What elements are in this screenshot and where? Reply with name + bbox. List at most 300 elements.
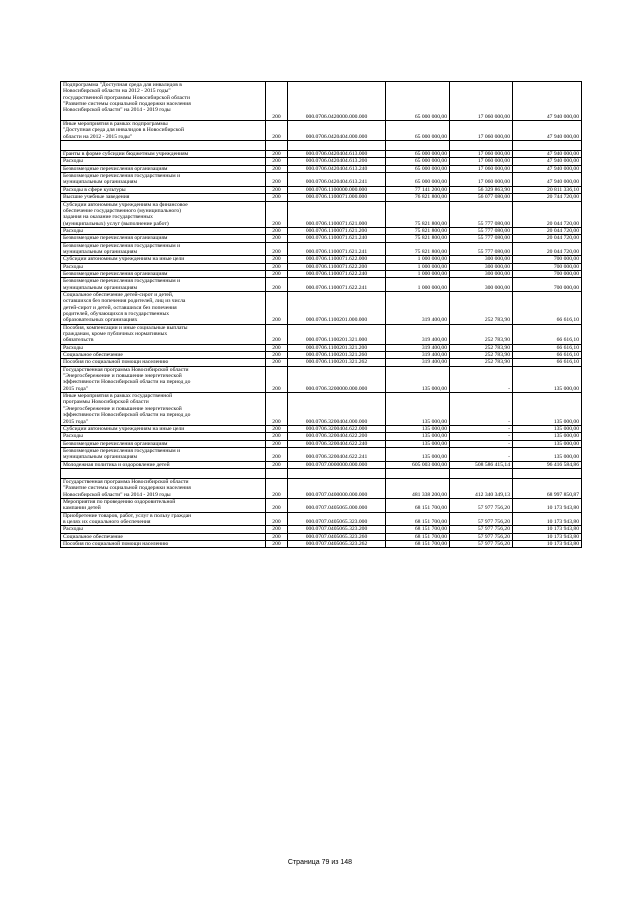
row-name-line: Молодежная политика и оздоровление детей	[63, 461, 170, 468]
row-name-cell	[61, 82, 266, 121]
row-name-cell	[61, 186, 266, 193]
row-name-cell	[61, 440, 266, 447]
grbs-cell: 200	[266, 478, 288, 498]
executed-amount-cell: 55 777 080,00	[450, 242, 513, 256]
row-name-cell	[61, 256, 266, 263]
remaining-amount-cell: 68 997 850,87	[513, 478, 582, 498]
budget-code-cell: 000.0706.0420404.613.200	[288, 158, 386, 165]
row-name-line: Расходы	[63, 433, 83, 440]
approved-amount-cell: 135 000,00	[386, 440, 450, 447]
table-row	[61, 158, 582, 165]
executed-amount-cell: 57 977 756,20	[450, 533, 513, 540]
table-row	[61, 461, 582, 468]
row-name-line: Новосибирской области" на 2014 - 2019 годы	[63, 107, 171, 114]
row-name-cell	[61, 359, 266, 366]
budget-code-cell: 000.0706.1100071.621.000	[288, 201, 386, 227]
remaining-amount-cell: 20 744 720,00	[513, 194, 582, 201]
spacer-cell	[513, 468, 582, 478]
grbs-cell: 200	[266, 151, 288, 158]
row-name-line: Расходы	[63, 263, 83, 270]
table-row	[61, 186, 582, 193]
budget-code-cell: 000.0706.1100201.321.260	[288, 352, 386, 359]
grbs-cell: 200	[266, 121, 288, 141]
remaining-amount-cell: 10 173 943,80	[513, 533, 582, 540]
executed-amount-cell: 300 000,00	[450, 256, 513, 263]
row-name-cell	[61, 447, 266, 461]
budget-code-cell: 000.0707.0405065.323.200	[288, 526, 386, 533]
row-name-line: Субсидии автономным учреждениям на иные цели	[63, 256, 185, 263]
executed-amount-cell: 56 077 080,00	[450, 194, 513, 201]
row-name-cell	[61, 165, 266, 172]
grbs-cell: 200	[266, 173, 288, 187]
row-name-line: Пособия по социальной помощи населению	[63, 359, 169, 366]
remaining-amount-cell: 47 940 000,00	[513, 121, 582, 141]
budget-code-cell: 000.0707.0405065.323.260	[288, 533, 386, 540]
budget-code-cell: 000.0706.1100201.321.200	[288, 344, 386, 351]
table-row	[61, 235, 582, 242]
executed-amount-cell: -	[450, 393, 513, 426]
approved-amount-cell: 481 338 200,00	[386, 478, 450, 498]
grbs-cell: 200	[266, 278, 288, 292]
grbs-cell: 200	[266, 186, 288, 193]
row-name-line: "Энергосбережение и повышение энергетической	[63, 373, 182, 380]
table-row	[61, 263, 582, 270]
table-row	[61, 433, 582, 440]
row-name-line: Социальное обеспечение	[63, 352, 123, 359]
grbs-cell: 200	[266, 541, 288, 548]
approved-amount-cell: 68 151 700,00	[386, 498, 450, 512]
remaining-amount-cell: 96 416 584,86	[513, 461, 582, 468]
remaining-amount-cell: 20 044 720,00	[513, 227, 582, 234]
row-name-line: "Энергосбережение и повышение энергетической	[63, 405, 182, 412]
table-row	[61, 82, 582, 121]
row-name-cell	[61, 344, 266, 351]
budget-code-cell: 000.0706.0420404.613.241	[288, 173, 386, 187]
budget-code-cell: 000.0706.0420404.613.240	[288, 165, 386, 172]
row-name-cell	[61, 194, 266, 201]
row-name-line: Гранты в форме субсидии бюджетным учреждениям	[63, 151, 189, 158]
grbs-cell: 200	[266, 242, 288, 256]
table-row	[61, 291, 582, 324]
approved-amount-cell: 319 400,00	[386, 359, 450, 366]
executed-amount-cell: 17 060 000,00	[450, 82, 513, 121]
remaining-amount-cell: 10 173 943,80	[513, 498, 582, 512]
grbs-cell: 200	[266, 461, 288, 468]
remaining-amount-cell: 135 000,00	[513, 447, 582, 461]
row-name-cell	[61, 263, 266, 270]
executed-amount-cell: -	[450, 447, 513, 461]
budget-code-cell: 000.0706.1100071.622.240	[288, 270, 386, 277]
remaining-amount-cell: 135 000,00	[513, 393, 582, 426]
row-name-line: Расходы	[63, 227, 83, 234]
budget-code-cell: 000.0706.1100071.621.240	[288, 235, 386, 242]
table-row	[61, 278, 582, 292]
approved-amount-cell: 1 000 000,00	[386, 263, 450, 270]
remaining-amount-cell: 10 173 943,80	[513, 526, 582, 533]
table-row	[61, 194, 582, 201]
row-name-line: Новосибирской области на 2012 - 2015 годы"	[63, 88, 171, 95]
row-name-line: программы Новосибирской области	[63, 399, 149, 406]
executed-amount-cell: 252 783,90	[450, 352, 513, 359]
table-row	[61, 425, 582, 432]
grbs-cell: 200	[266, 512, 288, 526]
row-name-line: муниципальным организациям	[63, 454, 138, 461]
remaining-amount-cell: 47 940 000,00	[513, 158, 582, 165]
row-name-line: Безвозмездные перечисления государственным и	[63, 242, 181, 249]
approved-amount-cell: 68 151 700,00	[386, 533, 450, 540]
executed-amount-cell: 252 783,90	[450, 344, 513, 351]
row-name-cell	[61, 533, 266, 540]
table-row	[61, 512, 582, 526]
approved-amount-cell: 75 821 800,00	[386, 242, 450, 256]
table-row	[61, 344, 582, 351]
approved-amount-cell: 77 141 200,00	[386, 186, 450, 193]
remaining-amount-cell: 135 000,00	[513, 366, 582, 392]
row-name-cell	[61, 393, 266, 426]
grbs-cell: 200	[266, 194, 288, 201]
remaining-amount-cell: 66 616,10	[513, 291, 582, 324]
row-name-line: Социальное обеспечение детей-сирот и детей,	[63, 291, 174, 298]
row-name-line: Подпрограмма "Доступная среда для инвалидов в	[63, 82, 182, 88]
row-name-line: эффективности Новосибирской области на период до	[63, 412, 191, 419]
row-name-line: Приобретение товаров, работ, услуг в пользу граждан	[63, 512, 192, 519]
remaining-amount-cell: 700 000,00	[513, 278, 582, 292]
table-row	[61, 242, 582, 256]
spacer-cell	[386, 468, 450, 478]
spacer-cell	[61, 141, 266, 151]
budget-code-cell: 000.0706.3200404.622.000	[288, 425, 386, 432]
remaining-amount-cell: 47 940 000,00	[513, 165, 582, 172]
budget-code-cell: 000.0706.1100071.622.000	[288, 256, 386, 263]
spacer-cell	[288, 141, 386, 151]
approved-amount-cell: 68 151 700,00	[386, 512, 450, 526]
budget-code-cell: 000.0706.3200404.622.240	[288, 440, 386, 447]
spacer-cell	[513, 141, 582, 151]
row-name-line: Расходы в сфере культуры	[63, 186, 126, 193]
budget-table	[60, 81, 582, 548]
budget-code-cell: 000.0706.1100201.000.000	[288, 291, 386, 324]
remaining-amount-cell: 10 173 943,80	[513, 541, 582, 548]
approved-amount-cell: 1 000 000,00	[386, 256, 450, 263]
table-row	[61, 227, 582, 234]
table-row	[61, 541, 582, 548]
budget-code-cell: 000.0706.1100071.622.241	[288, 278, 386, 292]
remaining-amount-cell: 66 616,10	[513, 324, 582, 344]
budget-code-cell: 000.0707.0405065.323.262	[288, 541, 386, 548]
budget-table-body	[61, 82, 582, 548]
remaining-amount-cell: 700 000,00	[513, 270, 582, 277]
row-name-line: Безвозмездные перечисления государственным и	[63, 173, 181, 180]
row-name-line: "Развитие системы социальной поддержки населения	[63, 101, 191, 108]
spacer-row	[61, 468, 582, 478]
remaining-amount-cell: 20 811 336,10	[513, 186, 582, 193]
grbs-cell: 200	[266, 352, 288, 359]
executed-amount-cell: 57 977 756,20	[450, 541, 513, 548]
approved-amount-cell: 65 000 000,00	[386, 158, 450, 165]
remaining-amount-cell: 47 940 000,00	[513, 151, 582, 158]
budget-code-cell: 000.0707.0405065.323.000	[288, 512, 386, 526]
remaining-amount-cell: 66 616,10	[513, 344, 582, 351]
approved-amount-cell: 319 400,00	[386, 291, 450, 324]
row-name-cell	[61, 478, 266, 498]
table-row	[61, 270, 582, 277]
row-name-line: Безвозмездные перечисления организациям	[63, 440, 168, 447]
row-name-line: обязательств	[63, 337, 94, 344]
table-row	[61, 121, 582, 141]
budget-code-cell: 000.0707.0405065.000.000	[288, 498, 386, 512]
grbs-cell: 200	[266, 263, 288, 270]
grbs-cell: 200	[266, 498, 288, 512]
row-name-line: Новосибирской области" на 2014 - 2019 годы	[63, 491, 171, 498]
remaining-amount-cell: 700 000,00	[513, 263, 582, 270]
budget-code-cell: 000.0706.0420000.000.000	[288, 82, 386, 121]
row-name-line: в целях их социального обеспечения	[63, 518, 151, 525]
budget-code-cell: 000.0706.1100201.321.262	[288, 359, 386, 366]
page-number: Страница 79 из 148	[287, 859, 353, 866]
budget-code-cell: 000.0706.1100201.321.000	[288, 324, 386, 344]
budget-code-cell: 000.0706.3200000.000.000	[288, 366, 386, 392]
table-row	[61, 352, 582, 359]
approved-amount-cell: 68 151 700,00	[386, 526, 450, 533]
approved-amount-cell: 75 821 800,00	[386, 235, 450, 242]
approved-amount-cell: 135 000,00	[386, 425, 450, 432]
budget-code-cell: 000.0706.3200404.622.200	[288, 433, 386, 440]
grbs-cell: 200	[266, 324, 288, 344]
spacer-cell	[288, 468, 386, 478]
approved-amount-cell: 319 400,00	[386, 324, 450, 344]
row-name-line: Пособия, компенсации и иные социальные выплаты	[63, 324, 188, 331]
row-name-cell	[61, 270, 266, 277]
row-name-cell	[61, 278, 266, 292]
row-name-line: Социальное обеспечение	[63, 533, 123, 540]
executed-amount-cell: 508 586 415,14	[450, 461, 513, 468]
row-name-cell	[61, 121, 266, 141]
budget-code-cell: 000.0706.3200404.000.000	[288, 393, 386, 426]
row-name-line: детей-сирот и детей, оставшихся без попечения	[63, 304, 177, 311]
row-name-line: Мероприятия по проведению оздоровительной	[63, 498, 176, 505]
table-row	[61, 498, 582, 512]
spacer-cell	[61, 468, 266, 478]
row-name-line: кампании детей	[63, 505, 101, 512]
table-row	[61, 393, 582, 426]
remaining-amount-cell: 135 000,00	[513, 425, 582, 432]
grbs-cell: 200	[266, 425, 288, 432]
approved-amount-cell: 75 821 800,00	[386, 201, 450, 227]
approved-amount-cell: 68 151 700,00	[386, 541, 450, 548]
grbs-cell: 200	[266, 393, 288, 426]
table-row	[61, 533, 582, 540]
budget-code-cell: 000.0706.1100071.621.200	[288, 227, 386, 234]
row-name-line: "Развитие системы социальной поддержки населения	[63, 485, 191, 492]
row-name-cell	[61, 242, 266, 256]
executed-amount-cell: 300 000,00	[450, 278, 513, 292]
approved-amount-cell: 319 400,00	[386, 352, 450, 359]
executed-amount-cell: 300 000,00	[450, 270, 513, 277]
row-name-cell	[61, 324, 266, 344]
row-name-line: Безвозмездные перечисления государственным и	[63, 447, 181, 454]
row-name-line: эффективности Новосибирской области на период до	[63, 379, 191, 386]
row-name-line	[63, 114, 263, 120]
approved-amount-cell: 65 000 000,00	[386, 165, 450, 172]
row-name-line: муниципальным организациям	[63, 179, 138, 186]
row-name-line: Государственная программа Новосибирской области	[63, 366, 189, 373]
row-name-line: муниципальным организациям	[63, 284, 138, 291]
row-name-cell	[61, 151, 266, 158]
executed-amount-cell: 55 777 080,00	[450, 235, 513, 242]
spacer-cell	[386, 141, 450, 151]
grbs-cell: 200	[266, 440, 288, 447]
budget-code-cell: 000.0707.0000000.000.000	[288, 461, 386, 468]
executed-amount-cell: -	[450, 366, 513, 392]
grbs-cell: 200	[266, 158, 288, 165]
spacer-cell	[266, 141, 288, 151]
grbs-cell: 200	[266, 165, 288, 172]
grbs-cell: 200	[266, 291, 288, 324]
executed-amount-cell: 252 783,90	[450, 324, 513, 344]
row-name-line: Пособия по социальной помощи населению	[63, 541, 169, 547]
remaining-amount-cell: 135 000,00	[513, 440, 582, 447]
executed-amount-cell: 56 329 863,90	[450, 186, 513, 193]
row-name-line: оставшихся без попечения родителей, лиц из числа	[63, 298, 186, 305]
approved-amount-cell: 135 000,00	[386, 393, 450, 426]
row-name-line: государственной программы Новосибирской области	[63, 94, 190, 101]
grbs-cell: 200	[266, 201, 288, 227]
row-name-cell	[61, 425, 266, 432]
budget-code-cell: 000.0706.1100071.000.000	[288, 194, 386, 201]
row-name-line: задания на оказание государственных	[63, 214, 153, 221]
remaining-amount-cell: 66 616,10	[513, 359, 582, 366]
approved-amount-cell: 65 000 000,00	[386, 173, 450, 187]
row-name-cell	[61, 433, 266, 440]
executed-amount-cell: 57 977 756,20	[450, 498, 513, 512]
row-name-line: Расходы	[63, 526, 83, 533]
row-name-line: Безвозмездные перечисления организациям	[63, 235, 168, 242]
approved-amount-cell: 76 821 800,00	[386, 194, 450, 201]
executed-amount-cell: 57 977 756,20	[450, 512, 513, 526]
approved-amount-cell: 135 000,00	[386, 447, 450, 461]
row-name-line: Расходы	[63, 344, 83, 351]
row-name-cell	[61, 366, 266, 392]
remaining-amount-cell: 20 044 720,00	[513, 201, 582, 227]
table-row	[61, 440, 582, 447]
grbs-cell: 200	[266, 256, 288, 263]
approved-amount-cell: 135 000,00	[386, 366, 450, 392]
executed-amount-cell: 17 060 000,00	[450, 151, 513, 158]
budget-code-cell: 000.0706.3200404.622.241	[288, 447, 386, 461]
grbs-cell: 200	[266, 227, 288, 234]
executed-amount-cell: -	[450, 433, 513, 440]
row-name-line: Иные мероприятия в рамках подпрограммы	[63, 121, 168, 128]
grbs-cell: 200	[266, 447, 288, 461]
executed-amount-cell: -	[450, 425, 513, 432]
row-name-line: Безвозмездные перечисления государственным и	[63, 278, 181, 285]
row-name-line: Безвозмездные перечисления организациям	[63, 165, 168, 172]
row-name-cell	[61, 352, 266, 359]
approved-amount-cell: 135 000,00	[386, 433, 450, 440]
row-name-cell	[61, 512, 266, 526]
budget-code-cell: 000.0707.0400000.000.000	[288, 478, 386, 498]
grbs-cell: 200	[266, 526, 288, 533]
executed-amount-cell: 252 783,90	[450, 291, 513, 324]
table-row	[61, 447, 582, 461]
row-name-line: 2015 года"	[63, 385, 88, 392]
remaining-amount-cell: 20 044 720,00	[513, 242, 582, 256]
grbs-cell: 200	[266, 366, 288, 392]
executed-amount-cell: 55 777 080,00	[450, 201, 513, 227]
executed-amount-cell: -	[450, 440, 513, 447]
table-row	[61, 256, 582, 263]
approved-amount-cell: 1 000 000,00	[386, 278, 450, 292]
budget-code-cell: 000.0706.0420404.613.000	[288, 151, 386, 158]
executed-amount-cell: 57 977 756,20	[450, 526, 513, 533]
row-name-line: Расходы	[63, 158, 83, 165]
executed-amount-cell: 17 060 000,00	[450, 121, 513, 141]
spacer-cell	[450, 468, 513, 478]
row-name-cell	[61, 541, 266, 548]
remaining-amount-cell: 20 044 720,00	[513, 235, 582, 242]
remaining-amount-cell: 47 940 000,00	[513, 82, 582, 121]
table-row	[61, 478, 582, 498]
budget-code-cell: 000.0706.1100071.622.200	[288, 263, 386, 270]
row-name-cell	[61, 235, 266, 242]
executed-amount-cell: 252 783,90	[450, 359, 513, 366]
executed-amount-cell: 17 060 000,00	[450, 173, 513, 187]
row-name-line: муниципальным организациям	[63, 248, 138, 255]
row-name-line: Иные мероприятия в рамках государственной	[63, 393, 173, 400]
executed-amount-cell: 17 060 000,00	[450, 158, 513, 165]
row-name-line: области на 2012 - 2015 годы"	[63, 133, 133, 140]
spacer-cell	[450, 141, 513, 151]
row-name-line: Субсидии автономным учреждениям на иные цели	[63, 425, 185, 432]
row-name-cell	[61, 526, 266, 533]
budget-code-cell: 000.0706.0420404.000.000	[288, 121, 386, 141]
row-name-cell	[61, 227, 266, 234]
grbs-cell: 200	[266, 235, 288, 242]
remaining-amount-cell: 135 000,00	[513, 433, 582, 440]
executed-amount-cell: 412 340 349,13	[450, 478, 513, 498]
table-row	[61, 201, 582, 227]
row-name-cell	[61, 201, 266, 227]
approved-amount-cell: 75 821 800,00	[386, 227, 450, 234]
row-name-cell	[61, 498, 266, 512]
table-row	[61, 526, 582, 533]
row-name-line: Высшие учебные заведения	[63, 194, 130, 201]
remaining-amount-cell: 10 173 943,80	[513, 512, 582, 526]
row-name-line: "Доступная среда для инвалидов в Новосибирской	[63, 127, 184, 134]
grbs-cell: 200	[266, 270, 288, 277]
executed-amount-cell: 55 777 080,00	[450, 227, 513, 234]
executed-amount-cell: 300 000,00	[450, 263, 513, 270]
grbs-cell: 200	[266, 433, 288, 440]
grbs-cell: 200	[266, 82, 288, 121]
remaining-amount-cell: 47 940 000,00	[513, 173, 582, 187]
approved-amount-cell: 65 000 000,00	[386, 151, 450, 158]
approved-amount-cell: 65 000 000,00	[386, 121, 450, 141]
table-row	[61, 165, 582, 172]
remaining-amount-cell: 700 000,00	[513, 256, 582, 263]
table-row	[61, 151, 582, 158]
table-row	[61, 324, 582, 344]
grbs-cell: 200	[266, 359, 288, 366]
row-name-cell	[61, 158, 266, 165]
row-name-line: образовательных организациях	[63, 317, 138, 324]
row-name-cell	[61, 291, 266, 324]
row-name-line: обеспечение государственного (муниципального)	[63, 207, 182, 214]
row-name-cell	[61, 173, 266, 187]
row-name-line: родителей, обучающихся в государственных	[63, 311, 170, 317]
row-name-line: 2015 года"	[63, 418, 88, 425]
budget-code-cell: 000.0706.1100071.621.241	[288, 242, 386, 256]
